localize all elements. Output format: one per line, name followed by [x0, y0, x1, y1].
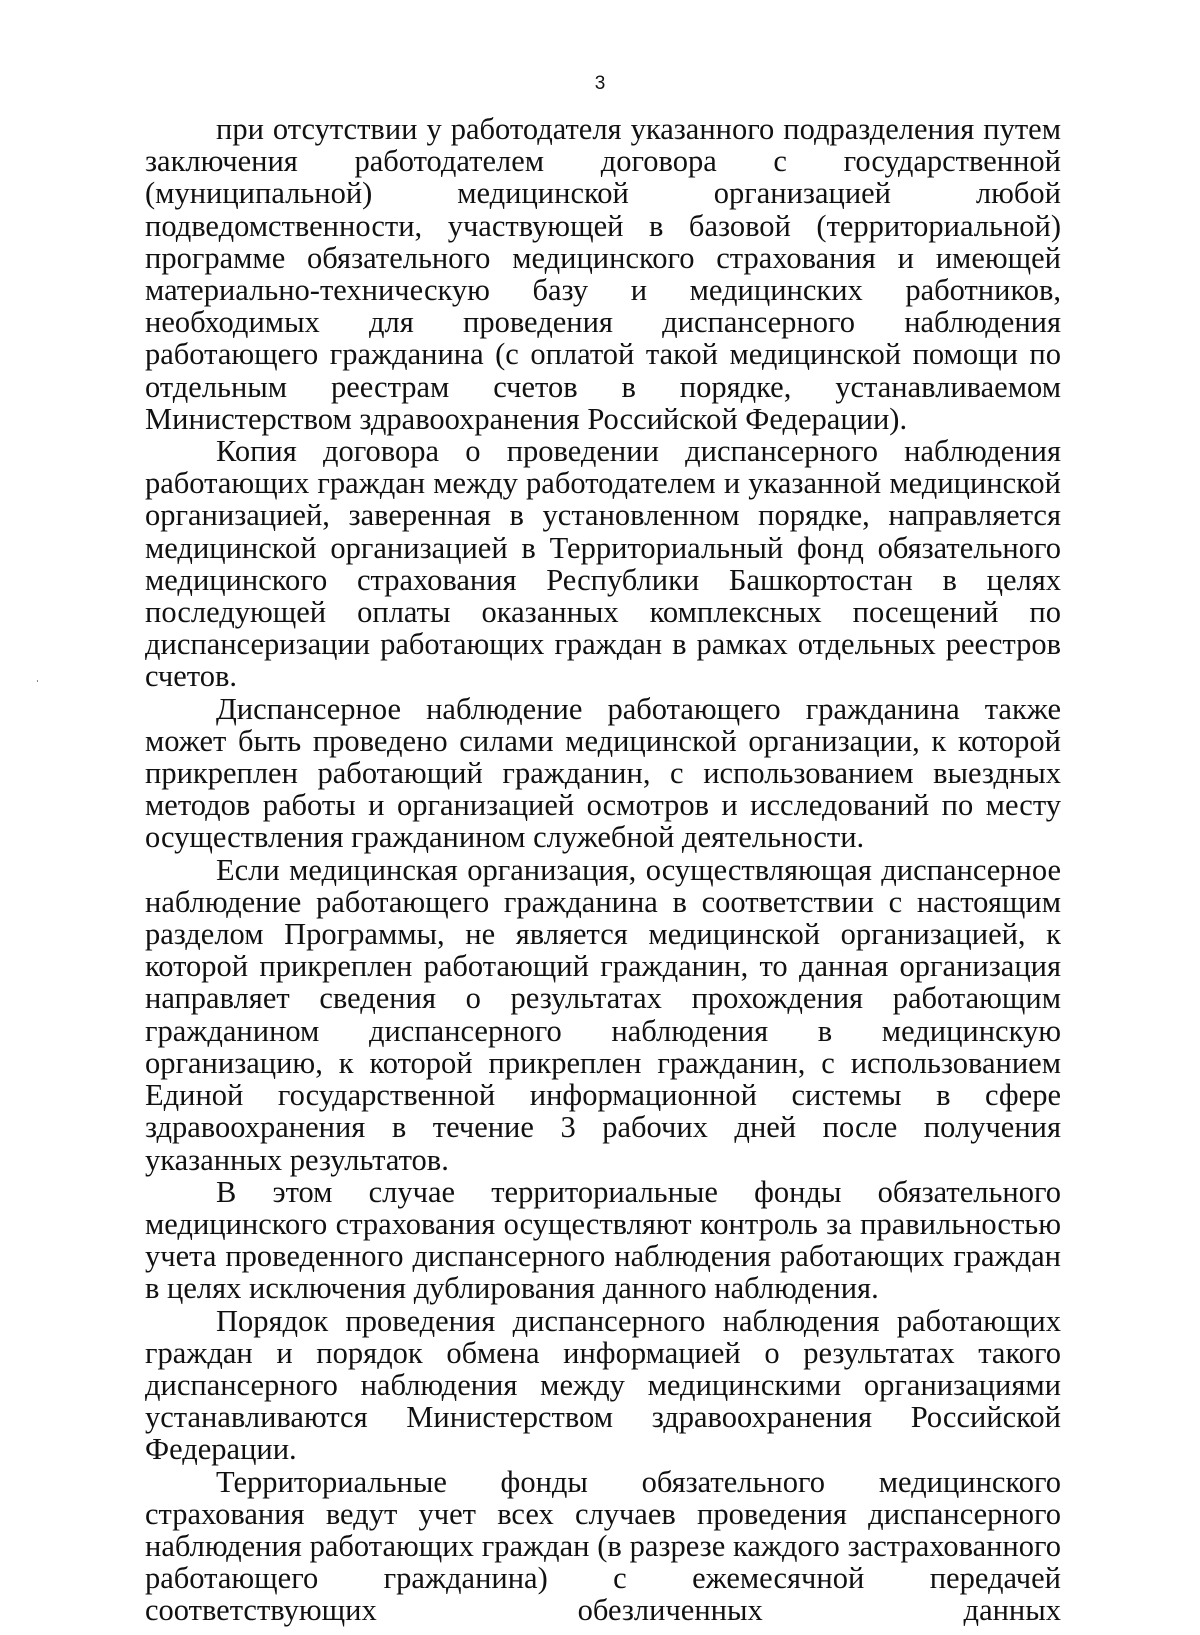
paragraph-5: В этом случае территориальные фонды обязательного медицинского страхования осуществляют контроль за правильностью учета проведенного диспансерного наблюдения работающих граждан в целях исключения дублирования данного наблюдения.	[145, 1174, 1061, 1306]
page-number: 3	[594, 73, 606, 94]
paragraph-7: Территориальные фонды обязательного медицинского страхования ведут учет всех случаев проведения диспансерного наблюдения работающих граждан (в разрезе каждого застрахованного работающего гражданина) с ежемесячной передачей соответствующих обезличенных данных	[145, 1464, 1061, 1628]
paragraph-6: Порядок проведения диспансерного наблюдения работающих граждан и порядок обмена информацией о результатах такого диспансерного наблюдения между медицинскими организациями устанавливаются Министерством здравоохранения Российской Федерации.	[145, 1303, 1061, 1467]
document-body	[145, 113, 1061, 1627]
paragraph-1: при отсутствии у работодателя указанного подразделения путем заключения работодателем договора с государственной (муниципальной) медицинской организацией любой подведомственности, участвующей в базовой (территориальной) программе обязательного медицинского страхования и имеющей материально-техническую базу и медицинских работников, необходимых для проведения диспансерного наблюдения работающего гражданина (с оплатой такой медицинской помощи по отдельным реестрам счетов в порядке, устанавливаемом Министерством здравоохранения Российской Федерации).	[145, 112, 1061, 436]
paragraph-3: Диспансерное наблюдение работающего гражданина также может быть проведено силами медицинской организации, к которой прикреплен работающий гражданин, с использованием выездных методов работы и организацией осмотров и исследований по месту осуществления гражданином служебной деятельности.	[145, 691, 1061, 855]
paragraph-4: Если медицинская организация, осуществляющая диспансерное наблюдение работающего гражданина в соответствии с настоящим разделом Программы, не является медицинской организацией, к которой прикреплен работающий гражданин, то данная организация направляет сведения о результатах прохождения работающим гражданином диспансерного наблюдения в медицинскую организацию, к которой прикреплен гражданин, с использованием Единой государственной информационной системы в сфере здравоохранения в течение 3 рабочих дней после получения указанных результатов.	[145, 852, 1061, 1177]
scan-artifact	[37, 680, 38, 682]
paragraph-2: Копия договора о проведении диспансерного наблюдения работающих граждан между работодателем и указанной медицинской организацией, заверенная в установленном порядке, направляется медицинской организацией в Территориальный фонд обязательного медицинского страхования Республики Башкортостан в целях последующей оплаты оказанных комплексных посещений по диспансеризации работающих граждан в рамках отдельных реестров счетов.	[145, 434, 1061, 694]
